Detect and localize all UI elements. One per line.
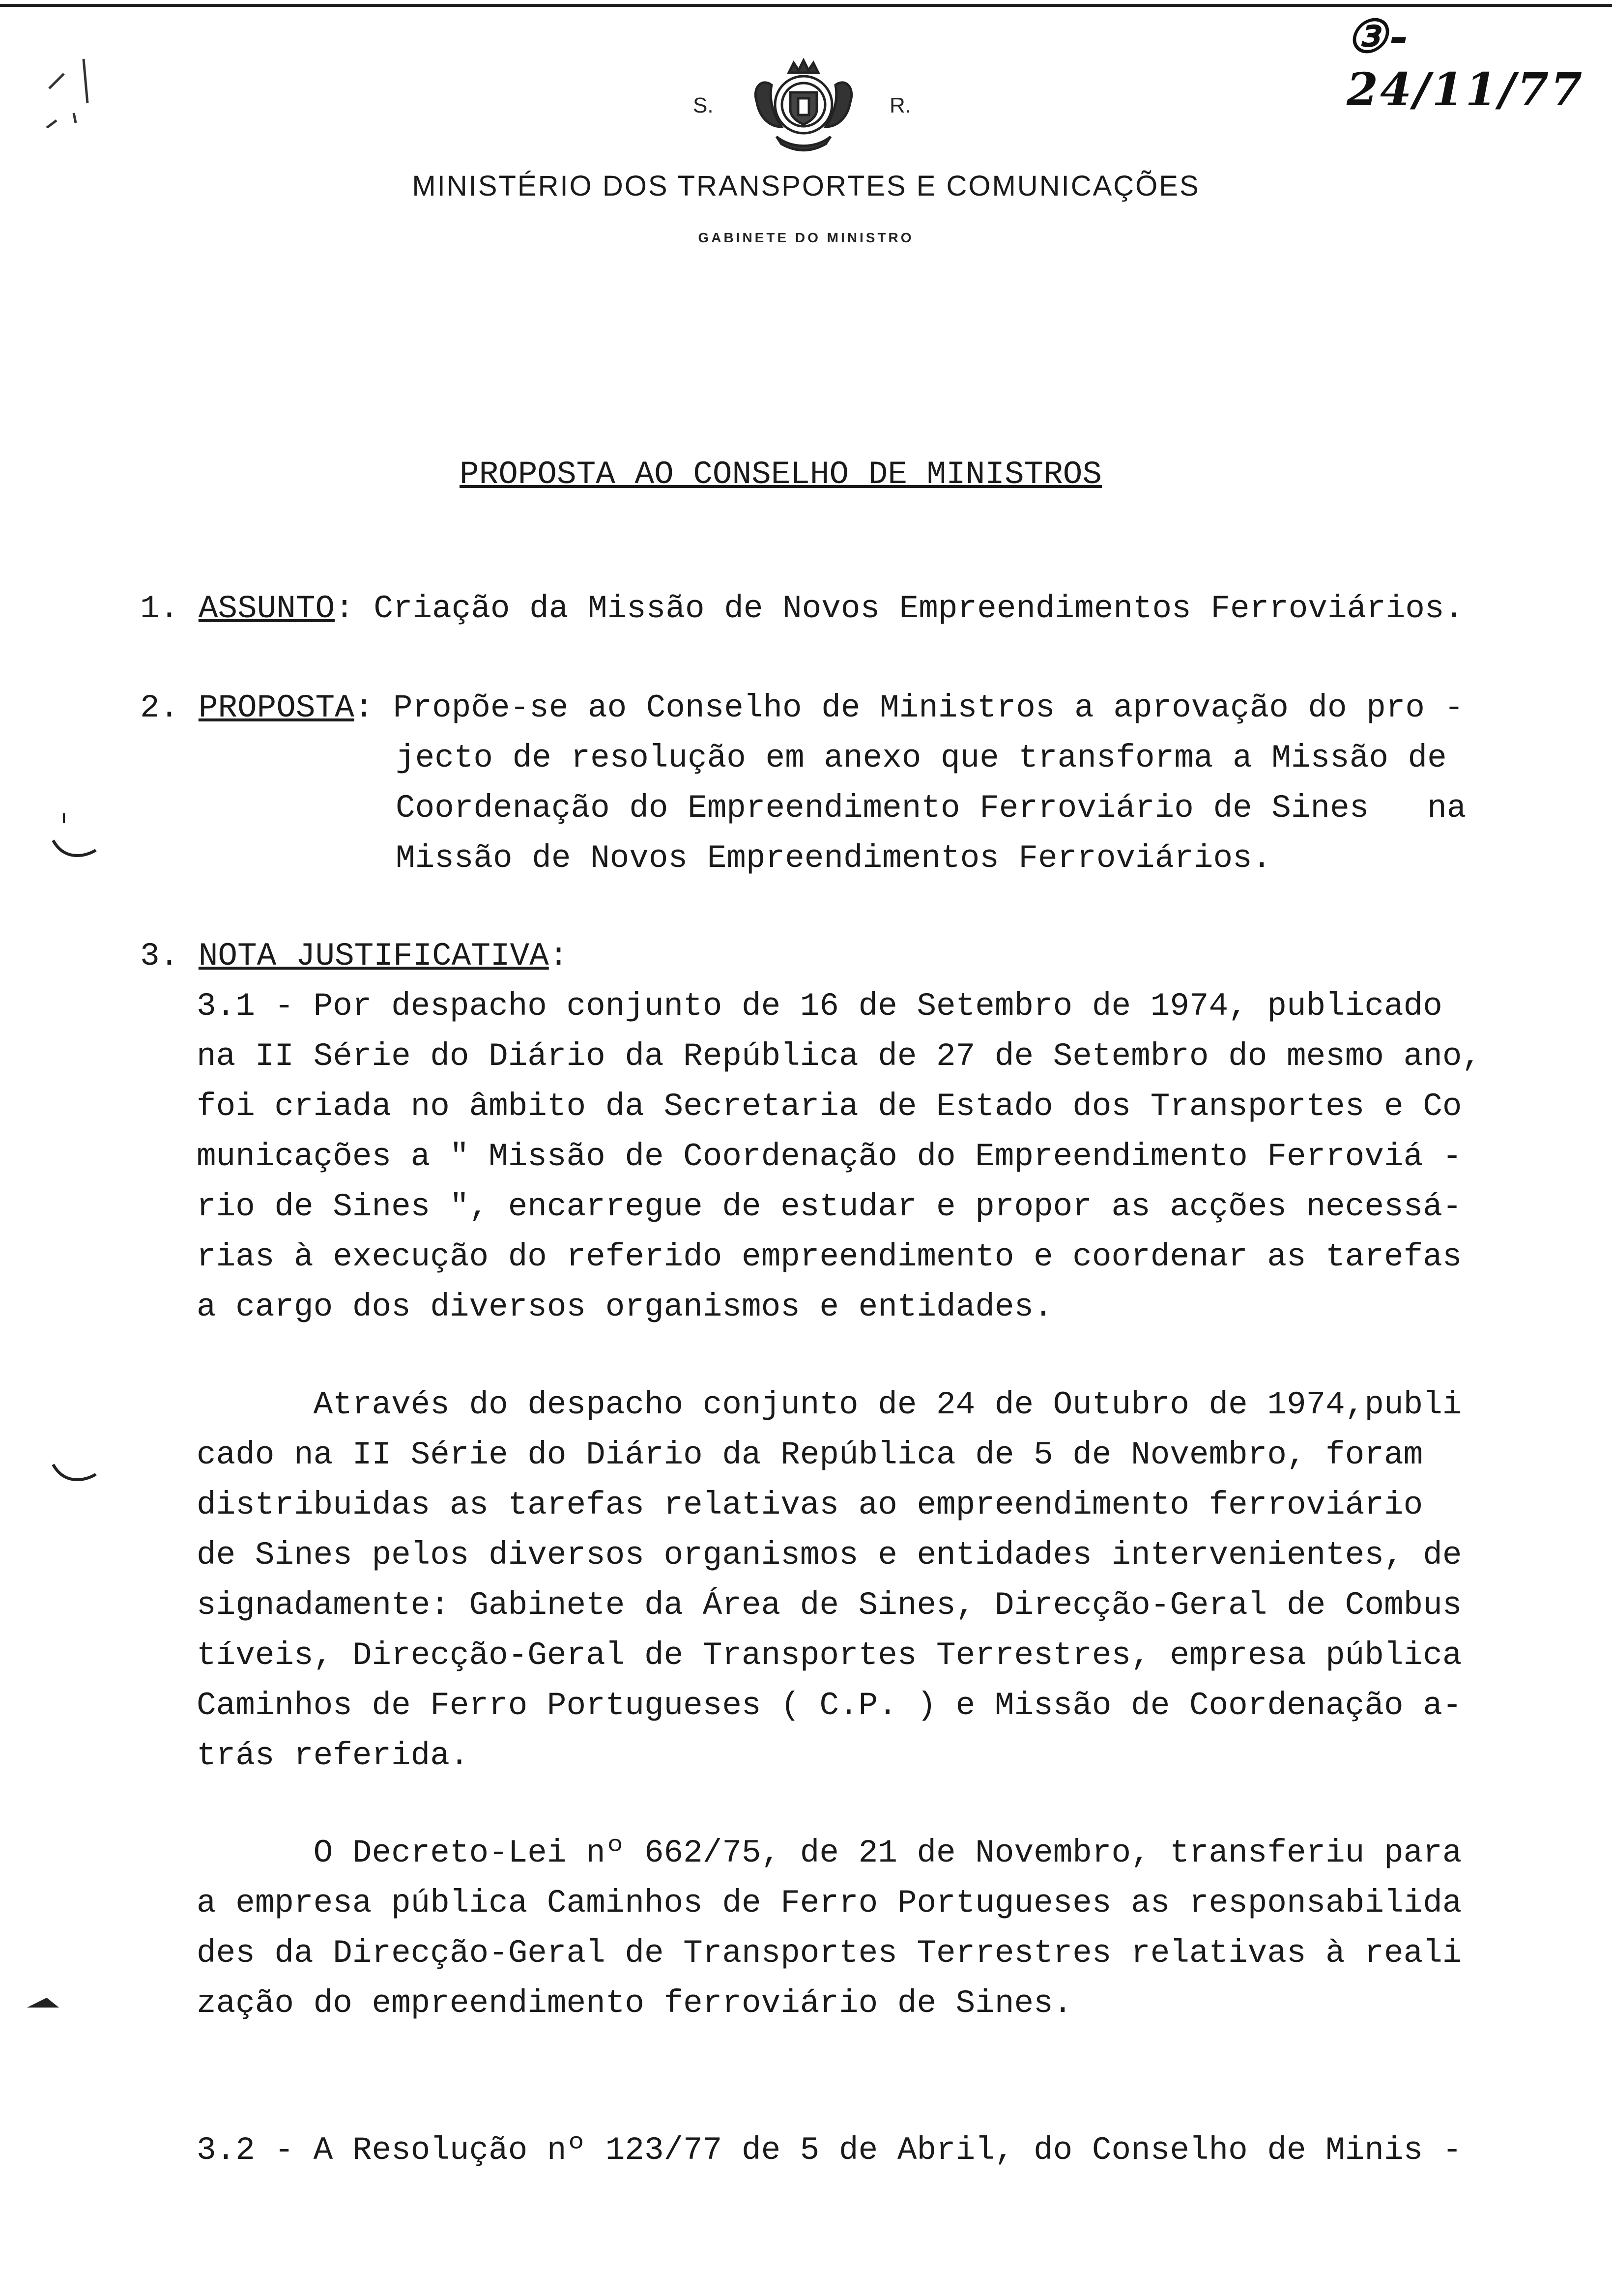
paragraph-3-1-line: na II Série do Diário da República de 27 de Setembro do mesmo ano,: [197, 1038, 1482, 1075]
letterhead-seal: [693, 58, 914, 156]
seal-right-letter: R.: [890, 93, 911, 117]
section-3-label: NOTA JUSTIFICATIVA: [198, 938, 549, 975]
paragraph-3-1-line: municações a " Missão de Coordenação do Empreendimento Ferroviá -: [197, 1138, 1462, 1175]
section-1-text: : Criação da Missão de Novos Empreendimentos Ferroviários.: [335, 590, 1464, 627]
section-1-subject: [140, 584, 1464, 634]
margin-bracket-icon: [49, 1455, 98, 1494]
handwritten-annotation: ③- 24/11/77: [1347, 10, 1584, 116]
paragraph-dispatch-line: distribuidas as tarefas relativas ao empreendimento ferroviário: [197, 1487, 1423, 1523]
paragraph-3-1-line: foi criada no âmbito da Secretaria de Estado dos Transportes e Co: [197, 1088, 1462, 1125]
cabinet-name: GABINETE DO MINISTRO: [698, 230, 914, 245]
paragraph-dispatch-line: de Sines pelos diversos organismos e entidades intervenientes, de: [197, 1537, 1462, 1574]
document-title: PROPOSTA AO CONSELHO DE MINISTROS: [460, 456, 1102, 493]
section-3-heading: [140, 931, 568, 981]
section-2-line: jecto de resolução em anexo que transforma a Missão de: [396, 740, 1447, 776]
paragraph-decree-line: O Decreto-Lei nº 662/75, de 21 de Novembro, transferiu para: [197, 1835, 1462, 1871]
section-3-colon: :: [548, 938, 569, 975]
paragraph-3-1-line: 3.1 - Por despacho conjunto de 16 de Setembro de 1974, publicado: [197, 988, 1442, 1025]
seal-left-letter: S.: [693, 93, 714, 117]
section-2-line: Coordenação do Empreendimento Ferroviário de Sines na: [396, 790, 1467, 827]
section-2-proposal: [140, 683, 1464, 733]
section-2-line: : Propõe-se ao Conselho de Ministros a aprovação do pro -: [354, 689, 1464, 726]
paragraph-3-2-line: 3.2 - A Resolução nº 123/77 de 5 de Abril, do Conselho de Minis -: [197, 2132, 1462, 2169]
paragraph-dispatch-line: trás referida.: [197, 1737, 469, 1774]
paragraph-dispatch-line: Através do despacho conjunto de 24 de Outubro de 1974,publi: [197, 1386, 1462, 1423]
paragraph-decree-line: des da Direcção-Geral de Transportes Terrestres relativas à reali: [197, 1935, 1462, 1972]
paragraph-dispatch-line: tíveis, Direcção-Geral de Transportes Terrestres, empresa pública: [197, 1637, 1462, 1674]
paragraph-3-1-line: rio de Sines ", encarregue de estudar e propor as acções necessá-: [197, 1188, 1462, 1225]
section-2-line: Missão de Novos Empreendimentos Ferroviários.: [396, 840, 1272, 877]
margin-mark-icon: [44, 29, 103, 128]
section-3-number: 3.: [140, 938, 199, 975]
coat-of-arms-icon: [747, 58, 860, 156]
section-1-number: 1.: [140, 590, 199, 627]
top-rule: [0, 4, 1612, 7]
section-2-number: 2.: [140, 689, 199, 726]
paragraph-decree-line: zação do empreendimento ferroviário de Sines.: [197, 1985, 1073, 2022]
ministry-name: MINISTÉRIO DOS TRANSPORTES E COMUNICAÇÕES: [412, 170, 1200, 202]
section-1-label: ASSUNTO: [198, 590, 335, 627]
paragraph-dispatch-line: cado na II Série do Diário da República de 5 de Novembro, foram: [197, 1436, 1423, 1473]
paragraph-dispatch-line: signadamente: Gabinete da Área de Sines, Direcção-Geral de Combus: [197, 1587, 1462, 1624]
paragraph-dispatch-line: Caminhos de Ferro Portugueses ( C.P. ) e Missão de Coordenação a-: [197, 1687, 1462, 1724]
section-2-label: PROPOSTA: [198, 689, 354, 726]
margin-arrow-icon: [25, 1990, 64, 2015]
paragraph-decree-line: a empresa pública Caminhos de Ferro Portugueses as responsabilida: [197, 1885, 1462, 1922]
paragraph-3-1-line: a cargo dos diversos organismos e entidades.: [197, 1289, 1053, 1325]
paragraph-3-1-line: rias à execução do referido empreendimento e coordenar as tarefas: [197, 1238, 1462, 1275]
margin-bracket-icon: [49, 811, 98, 870]
